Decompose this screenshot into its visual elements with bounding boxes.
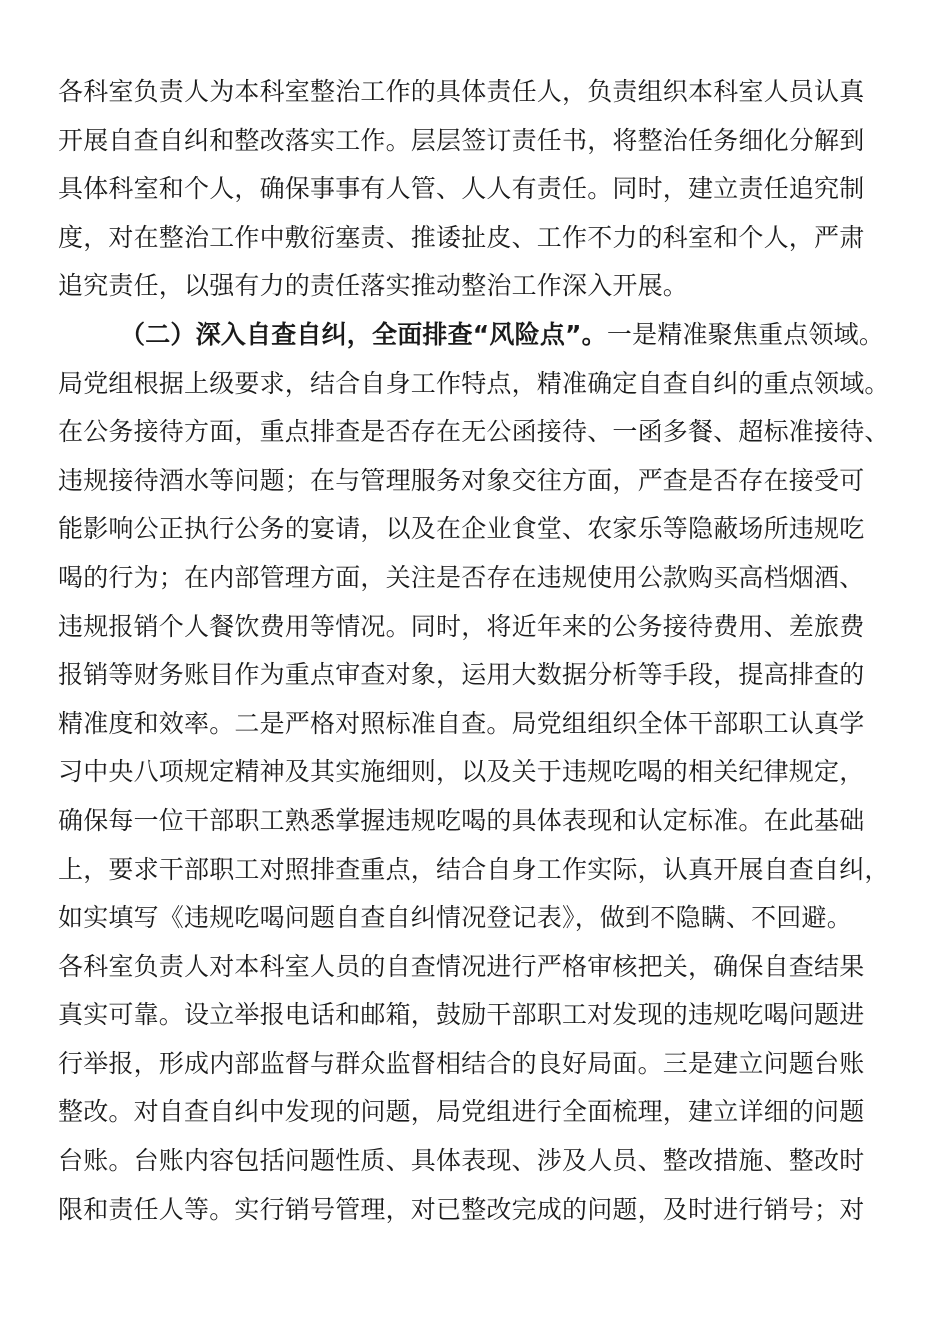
paragraph-1	[58, 68, 898, 311]
text-line: 各科室负责人对本科室人员的自查情况进行严格审核把关，确保自查结果	[58, 951, 865, 981]
text-line: 报销等财务账目作为重点审查对象，运用大数据分析等手段，提高排查的	[58, 660, 865, 690]
text-line: 行举报，形成内部监督与群众监督相结合的良好局面。三是建立问题台账	[58, 1048, 865, 1078]
text-line: 局党组根据上级要求，结合自身工作特点，精准确定自查自纠的重点领域。	[58, 368, 890, 398]
text-line: 度，对在整治工作中敷衍塞责、推诿扯皮、工作不力的科室和个人，严肃	[58, 222, 865, 252]
text-line: 各科室负责人为本科室整治工作的具体责任人，负责组织本科室人员认真	[58, 77, 865, 106]
paragraph-2	[58, 311, 898, 1234]
paragraph-2-first-line	[58, 311, 898, 360]
text-line: 如实填写《违规吃喝问题自查自纠情况登记表》，做到不隐瞒、不回避。	[58, 903, 852, 933]
text-line: 上，要求干部职工对照排查重点，结合自身工作实际，认真开展自查自纠，	[58, 854, 890, 884]
text-line: 习中央八项规定精神及其实施细则，以及关于违规吃喝的相关纪律规定，	[58, 757, 865, 787]
text-line: 开展自查自纠和整改落实工作。层层签订责任书，将整治任务细化分解到	[58, 125, 865, 155]
text-line: 违规接待酒水等问题；在与管理服务对象交往方面，严查是否存在接受可	[58, 465, 865, 495]
document-page	[58, 68, 898, 1234]
section-heading: （二）深入自查自纠，全面排查“风险点”。	[120, 319, 607, 349]
text-line: 违规报销个人餐饮费用等情况。同时，将近年来的公务接待费用、差旅费	[58, 611, 865, 641]
text-line: 精准度和效率。二是严格对照标准自查。局党组组织全体干部职工认真学	[58, 708, 865, 738]
text-line: 真实可靠。设立举报电话和邮箱，鼓励干部职工对发现的违规吃喝问题进	[58, 1000, 865, 1030]
first-line-text: 一是精准聚焦重点领域。	[606, 319, 885, 349]
text-line: 整改。对自查自纠中发现的问题，局党组进行全面梳理，建立详细的问题	[58, 1097, 865, 1127]
text-line: 能影响公正执行公务的宴请，以及在企业食堂、农家乐等隐蔽场所违规吃	[58, 514, 865, 544]
text-line: 限和责任人等。实行销号管理，对已整改完成的问题，及时进行销号；对	[58, 1194, 865, 1224]
text-line: 喝的行为；在内部管理方面，关注是否存在违规使用公款购买高档烟酒、	[58, 562, 865, 592]
text-line: 台账。台账内容包括问题性质、具体表现、涉及人员、整改措施、整改时	[58, 1146, 865, 1176]
text-line: 在公务接待方面，重点排查是否存在无公函接待、一函多餐、超标准接待、	[58, 417, 890, 447]
text-line: 确保每一位干部职工熟悉掌握违规吃喝的具体表现和认定标准。在此基础	[58, 805, 865, 835]
text-line: 具体科室和个人，确保事事有人管、人人有责任。同时，建立责任追究制	[58, 174, 865, 204]
text-line: 追究责任，以强有力的责任落实推动整治工作深入开展。	[58, 271, 689, 301]
